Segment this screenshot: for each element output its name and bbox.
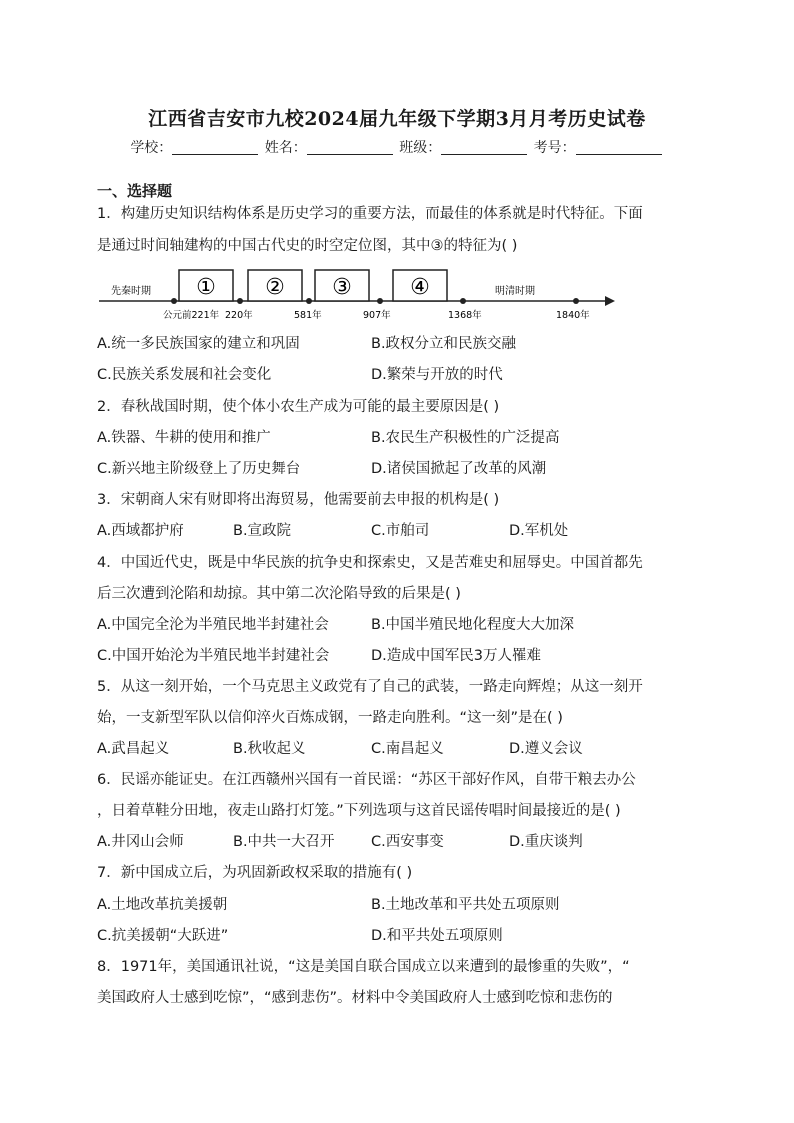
q2-option-b[interactable]: B.农民生产积极性的广泛提高 (371, 430, 560, 446)
question-8-line-1: 8．1971年，美国通讯社说，“这是美国自联合国成立以来遭到的最惨重的失败”，“ (97, 959, 630, 975)
timeline-tick-3: 581年 (294, 310, 322, 321)
q7-option-d[interactable]: D.和平共处五项原则 (371, 928, 503, 944)
timeline-box-3-label: ③ (332, 275, 352, 300)
question-6-line-1: 6．民谣亦能证史。在江西赣州兴国有一首民谣：“苏区干部好作风，自带干粮去办公 (97, 772, 636, 788)
question-5-line-1: 5．从这一刻开始，一个马克思主义政党有了自己的武装，一路走向辉煌；从这一刻开 (97, 679, 643, 695)
question-4-line-1: 4．中国近代史，既是中华民族的抗争史和探索史，又是苦难史和屈辱史。中国首都先 (97, 555, 643, 571)
q5-option-d[interactable]: D.遵义会议 (509, 741, 583, 757)
name-label: 姓名： (264, 140, 307, 156)
q2-option-c[interactable]: C.新兴地主阶级登上了历史舞台 (97, 461, 301, 477)
timeline-arrow (605, 296, 615, 306)
q2-option-a[interactable]: A.铁器、牛耕的使用和推广 (97, 430, 271, 446)
section-heading: 一、选择题 (97, 182, 173, 200)
name-field[interactable] (307, 140, 393, 155)
question-4-line-2: 后三次遭到沦陷和劫掠。其中第二次沦陷导致的后果是( ) (97, 586, 461, 602)
class-field[interactable] (441, 140, 527, 155)
q6-option-b[interactable]: B.中共一大召开 (233, 834, 335, 850)
q5-option-c[interactable]: C.南昌起义 (371, 741, 444, 757)
timeline-tick-5: 1368年 (448, 310, 482, 321)
exam-no-field[interactable] (576, 140, 662, 155)
class-label: 班级： (399, 140, 442, 156)
school-label: 学校： (130, 140, 173, 156)
q1-option-d[interactable]: D.繁荣与开放的时代 (371, 367, 503, 383)
timeline-dot-1 (171, 298, 177, 304)
timeline-tick-6: 1840年 (556, 310, 590, 321)
question-3-line-1: 3．宋朝商人宋有财即将出海贸易，他需要前去申报的机构是( ) (97, 492, 500, 508)
q4-option-a[interactable]: A.中国完全沦为半殖民地半封建社会 (97, 617, 329, 633)
question-1-line-1: 1．构建历史知识结构体系是历史学习的重要方法，而最佳的体系就是时代特征。下面 (97, 206, 643, 222)
q7-option-c[interactable]: C.抗美援朝“大跃进” (97, 928, 229, 944)
timeline-dot-6 (573, 298, 579, 304)
q3-option-c[interactable]: C.市舶司 (371, 523, 430, 539)
question-1-line-2: 是通过时间轴建构的中国古代史的时空定位图，其中③的特征为( ) (97, 238, 518, 254)
q3-option-d[interactable]: D.军机处 (509, 523, 569, 539)
timeline-tick-4: 907年 (363, 310, 391, 321)
timeline-tick-1: 公元前221年 (163, 310, 220, 321)
timeline-left-label: 先秦时期 (111, 286, 151, 297)
timeline-dot-5 (460, 298, 466, 304)
question-8-line-2: 美国政府人士感到吃惊”，“感到悲伤”。材料中令美国政府人士感到吃惊和悲伤的 (97, 990, 613, 1006)
q4-option-b[interactable]: B.中国半殖民地化程度大大加深 (371, 617, 575, 633)
exam-no-label: 考号： (533, 140, 576, 156)
q2-option-d[interactable]: D.诸侯国掀起了改革的风潮 (371, 461, 547, 477)
q6-option-c[interactable]: C.西安事变 (371, 834, 444, 850)
school-field[interactable] (172, 140, 258, 155)
question-5-line-2: 始，一支新型军队以信仰淬火百炼成钢，一路走向胜利。“这一刻”是在( ) (97, 710, 563, 726)
q7-option-a[interactable]: A.土地改革抗美援朝 (97, 897, 228, 913)
q4-option-c[interactable]: C.中国开始沦为半殖民地半封建社会 (97, 648, 330, 664)
question-2-line-1: 2．春秋战国时期，使个体小农生产成为可能的最主要原因是( ) (97, 399, 500, 415)
q6-option-d[interactable]: D.重庆谈判 (509, 834, 583, 850)
q4-option-d[interactable]: D.造成中国军民3万人罹难 (371, 648, 541, 664)
q5-option-b[interactable]: B.秋收起义 (233, 741, 306, 757)
q1-option-b[interactable]: B.政权分立和民族交融 (371, 336, 517, 352)
question-6-line-2: ，日着草鞋分田地，夜走山路打灯笼。”下列选项与这首民谣传唱时间最接近的是( ) (97, 803, 621, 819)
question-7-line-1: 7．新中国成立后，为巩固新政权采取的措施有( ) (97, 865, 413, 881)
timeline-box-2-label: ② (265, 275, 285, 300)
q3-option-a[interactable]: A.西域都护府 (97, 523, 184, 539)
timeline-tick-2: 220年 (225, 310, 253, 321)
timeline-dot-2 (237, 298, 243, 304)
timeline-dot-4 (377, 298, 383, 304)
timeline-dot-3 (306, 298, 312, 304)
page-title: 江西省吉安市九校2024届九年级下学期3月月考历史试卷 (148, 108, 646, 130)
timeline-box-1-label: ① (196, 275, 216, 300)
student-info-row (0, 137, 794, 157)
q7-option-b[interactable]: B.土地改革和平共处五项原则 (371, 897, 560, 913)
q3-option-b[interactable]: B.宣政院 (233, 523, 292, 539)
timeline-right-label: 明清时期 (495, 286, 535, 297)
q5-option-a[interactable]: A.武昌起义 (97, 741, 170, 757)
timeline-box-4-label: ④ (410, 275, 430, 300)
q6-option-a[interactable]: A.井冈山会师 (97, 834, 184, 850)
q1-option-a[interactable]: A.统一多民族国家的建立和巩固 (97, 336, 300, 352)
timeline-figure (97, 262, 617, 326)
q1-option-c[interactable]: C.民族关系发展和社会变化 (97, 367, 272, 383)
